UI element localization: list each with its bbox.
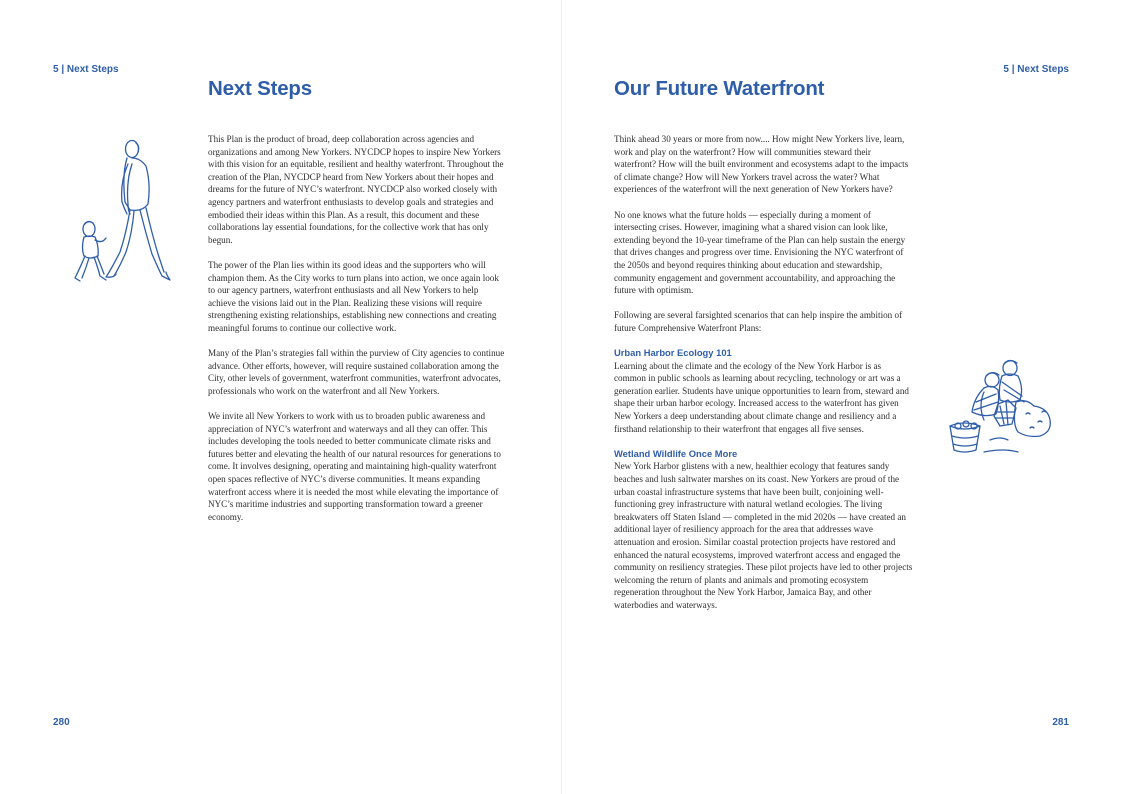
- scenario: [614, 448, 914, 612]
- paragraph: The power of the Plan lies within its good ideas and the supporters who will champion them. As the City works to turn plans into action, we once again look to our agency partners, waterfront enthusiasts and all New Yorkers to help achieve the visions laid out in the Plan. Realizing these visions will require strengthening existing relationships, establishing new connections and creating meaningful forums to continue our collective work.: [208, 259, 499, 333]
- scenario-heading: Wetland Wildlife Once More: [614, 447, 738, 459]
- body-text-column: [208, 133, 508, 536]
- scenario-text: New York Harbor glistens with a new, healthier ecology that features sandy beaches and lush saltwater marshes on its coast. New Yorkers are proud of the urban coastal infrastructure systems that have been built, conjoining well-functioning grey infrastructure with natural wetland ecologies. The living breakwaters off Staten Island — completed in the mid 2020s — have created an additional layer of resiliency approach for the area that addresses wave attenuation and erosion. Similar coastal protection projects have restored and enhanced the natural ecosystems, improved waterfront access and engaged the community on resiliency strategies. These pilot projects have led to other projects welcoming the return of plants and animals and promoting ecosystem regeneration throughout the New York Harbor, Jamaica Bay, and other waterbodies and waterways.: [614, 461, 913, 610]
- paragraph: This Plan is the product of broad, deep collaboration across agencies and organizations and among New Yorkers. NYCDCP hopes to inspire New Yorkers with this vision for an equitable, resilient and healthy waterfront. Throughout the creation of the Plan, NYCDCP heard from New Yorkers about their hopes and dreams for the future of NYC’s waterfront. NYCDCP also worked closely with agency partners and waterfront enthusiasts to develop goals and strategies and embodied their ideas within this Plan. As a result, this document and these collaborations lay essential foundations, for the collective work that has only begun.: [208, 134, 504, 245]
- section-tag: 5 | Next Steps: [1003, 64, 1069, 75]
- paragraph: We invite all New Yorkers to work with us to broaden public awareness and appreciation of NYC’s waterfront and waterways and all they can offer. This includes developing the tools needed to better communicate climate risks and futures better and elevating the health of our natural resources for generations to come. It involves designing, operating and maintaining high-quality waterfront open spaces reflective of NYC’s diverse communities. It means expanding waterfront access where it is needed the most while elevating the importance of NYC’s maritime industries and supporting transformation toward a greener economy.: [208, 411, 501, 522]
- paragraph: No one knows what the future holds — especially during a moment of intersecting crises. However, imagining what a shared vision can look like, extending beyond the 10-year timeframe of the Plan can help sustain the energy that drives changes and progress over time. Envisioning the NYC waterfront of the 2050s and beyond requires thinking about education and stewardship, community engagement and government accountability, and approaching the future with optimism.: [614, 209, 906, 296]
- section-tag: 5 | Next Steps: [53, 64, 119, 75]
- body-text-column: [614, 133, 914, 624]
- page-number: 280: [53, 717, 70, 728]
- page-number: 281: [1052, 717, 1069, 728]
- page-title: Our Future Waterfront: [614, 77, 825, 100]
- paragraph: Think ahead 30 years or more from now.... How might New Yorkers live, learn, work and play on the waterfront? How will communities steward their waterfront? How will the built environment and ecosystems adapt to the impacts of climate change? How will New Yorkers travel across the water? What experiences of the waterfront will the next generation of New Yorkers have?: [614, 134, 909, 195]
- scenario-heading: Urban Harbor Ecology 101: [614, 347, 732, 359]
- scenario-text: Learning about the climate and the ecology of the New York Harbor is as common in public schools as learning about recycling, technology or art was a generation earlier. Students have unique opportunities to learn from, steward and shape their urban harbor ecology. Increased access to the waterfront has given New Yorkers a deep understanding about climate change and resiliency and a firsthand relationship to their waterfront that engages all five senses.: [614, 360, 909, 434]
- left-page: [0, 0, 561, 794]
- paragraph: Following are several farsighted scenarios that can help inspire the ambition of future Comprehensive Waterfront Plans:: [614, 310, 903, 333]
- people-gathering-shellfish-illustration-icon: [944, 358, 1058, 462]
- paragraph: Many of the Plan’s strategies fall within the purview of City agencies to continue advance. Other efforts, however, will require sustained collaboration among the City, other levels of government, waterfront communities, waterfront advocates, professionals who work on the waterfront and all New Yorkers.: [208, 348, 505, 396]
- adult-and-child-walking-illustration-icon: [70, 134, 176, 288]
- right-page: [562, 0, 1123, 794]
- page-title: Next Steps: [208, 77, 312, 100]
- scenario: [614, 347, 914, 435]
